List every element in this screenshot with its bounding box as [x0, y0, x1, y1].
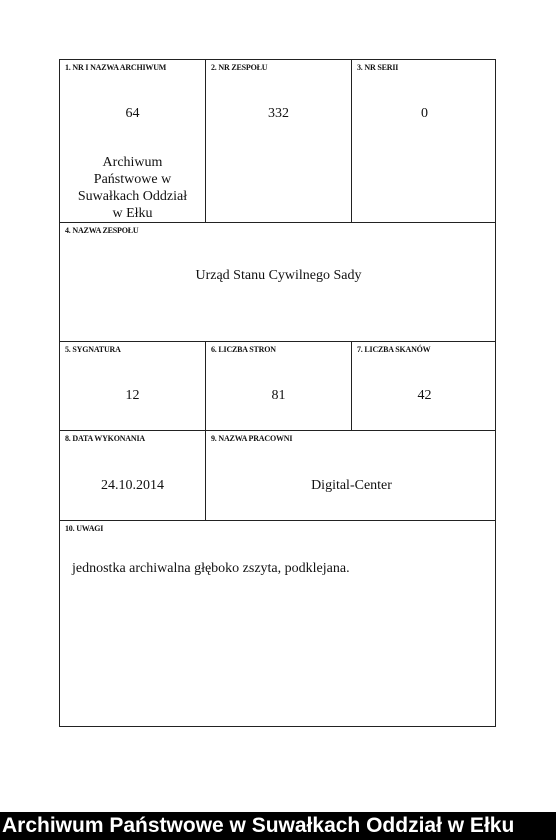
- remarks-label: 10. UWAGI: [65, 524, 104, 533]
- archive-name-line: Państwowe w: [93, 172, 172, 187]
- cell-scan-count: [352, 342, 497, 430]
- cell-archive: [60, 60, 206, 222]
- archive-metadata-card: [59, 59, 496, 727]
- cell-studio: [206, 431, 497, 520]
- archive-name-line: w Ełku: [112, 206, 153, 221]
- remarks-value: jednostka archiwalna głęboko zszyta, podklejana.: [72, 561, 350, 576]
- cell-fonds-number: [206, 60, 352, 222]
- signature-label: 5. SYGNATURA: [65, 345, 121, 354]
- archive-number: 64: [125, 106, 140, 121]
- row-counts: [60, 342, 495, 431]
- cell-date: [60, 431, 206, 520]
- archive-name: [60, 154, 205, 222]
- cell-fonds-name: [60, 223, 497, 341]
- date-value: 24.10.2014: [101, 478, 164, 493]
- fonds-number-label: 2. NR ZESPOŁU: [211, 63, 268, 72]
- archive-name-line: Archiwum: [102, 155, 163, 170]
- row-remarks: [60, 521, 495, 728]
- series-number-label: 3. NR SERII: [357, 63, 399, 72]
- signature-value: 12: [125, 388, 140, 403]
- page-count-label: 6. LICZBA STRON: [211, 345, 276, 354]
- cell-signature: [60, 342, 206, 430]
- series-number-value: 0: [421, 106, 428, 121]
- footer-banner: Archiwum Państwowe w Suwałkach Oddział w Ełku: [0, 812, 556, 840]
- scan-count-value: 42: [417, 388, 432, 403]
- studio-label: 9. NAZWA PRACOWNI: [211, 434, 293, 443]
- cell-series-number: [352, 60, 497, 222]
- row-fonds-name: [60, 223, 495, 342]
- fonds-name-label: 4. NAZWA ZESPOŁU: [65, 226, 139, 235]
- archive-name-line: Suwałkach Oddział: [77, 189, 188, 204]
- cell-remarks: [60, 521, 497, 728]
- row-date-studio: [60, 431, 495, 521]
- archive-label: 1. NR I NAZWA ARCHIWUM: [65, 63, 167, 72]
- cell-page-count: [206, 342, 352, 430]
- date-label: 8. DATA WYKONANIA: [65, 434, 145, 443]
- row-archive-info: [60, 60, 495, 223]
- fonds-number-value: 332: [268, 106, 289, 121]
- studio-value: Digital-Center: [311, 478, 392, 493]
- page-count-value: 81: [271, 388, 286, 403]
- fonds-name-value: Urząd Stanu Cywilnego Sady: [195, 268, 362, 283]
- scan-count-label: 7. LICZBA SKANÓW: [357, 345, 431, 354]
